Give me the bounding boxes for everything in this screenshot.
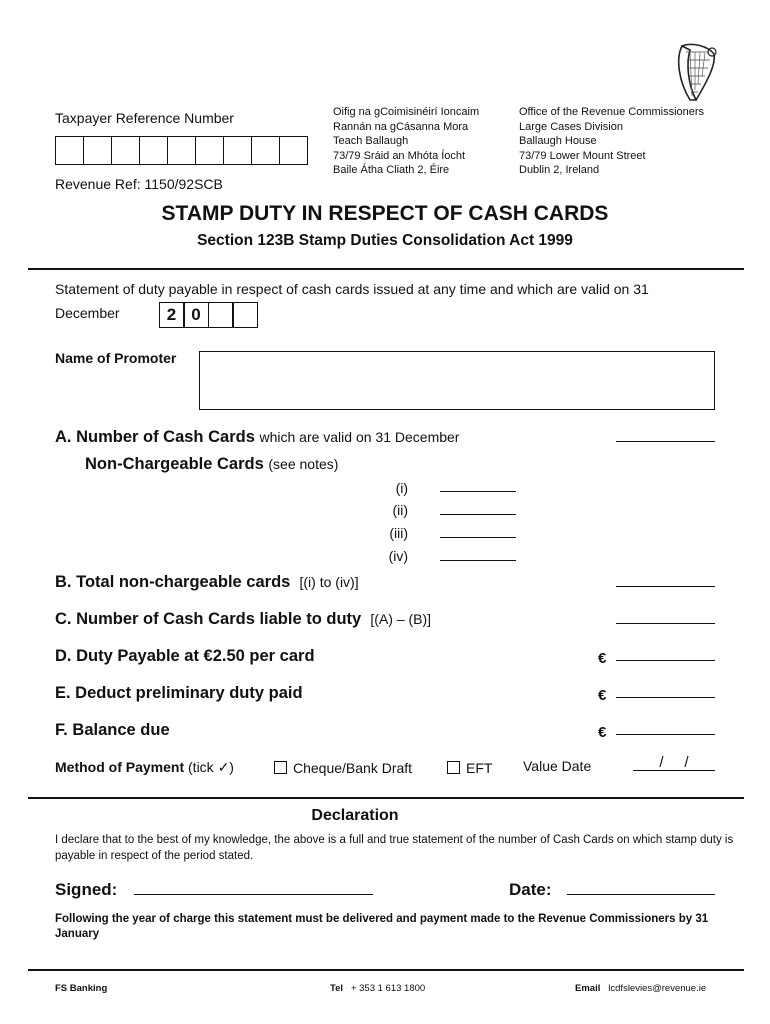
section-b-label — [55, 573, 359, 592]
section-a-desc: which are valid on 31 December — [259, 429, 460, 445]
form-subtitle: Section 123B Stamp Duties Consolidation Act 1999 — [197, 232, 573, 249]
address-line: Oifig na gCoimisinéirí Ioncaim — [333, 106, 480, 118]
payment-method-title: Method of Payment — [55, 759, 185, 775]
year-digit-box: 0 — [183, 302, 209, 328]
ref-digit-box[interactable] — [111, 136, 140, 165]
cheque-label: Cheque/Bank Draft — [293, 760, 413, 776]
payment-method-label — [55, 759, 234, 776]
ref-digit-box[interactable] — [167, 136, 196, 165]
year-digit-box[interactable] — [208, 302, 234, 328]
section-a-title: A. Number of Cash Cards — [55, 428, 255, 446]
declaration-text: I declare that to the best of my knowledge, the above is a full and true statement of the number of Cash Cards on which stamp duty is payable in respect of the period stated. — [55, 834, 734, 862]
cheque-checkbox[interactable] — [274, 761, 287, 774]
english-address — [519, 105, 704, 178]
address-line: 73/79 Lower Mount Street — [519, 149, 646, 162]
year-boxes[interactable] — [160, 302, 258, 328]
address-line: Ballaugh House — [519, 135, 597, 147]
value-date-label: Value Date — [523, 758, 592, 774]
ref-digit-box[interactable] — [195, 136, 224, 165]
eft-checkbox[interactable] — [447, 761, 460, 774]
revenue-ref: Revenue Ref: 1150/92SCB — [55, 176, 223, 192]
year-digit-box[interactable] — [232, 302, 258, 328]
ref-digit-box[interactable] — [223, 136, 252, 165]
footer-tel-label: Tel — [330, 983, 344, 994]
signed-label: Signed: — [55, 880, 118, 899]
non-chargeable-title: Non-Chargeable Cards — [85, 455, 264, 473]
ref-digit-box[interactable] — [55, 136, 84, 165]
address-line: 73/79 Sráid an Mhóta Íocht — [333, 149, 466, 162]
section-f-field[interactable] — [616, 734, 715, 735]
footer-email — [575, 983, 706, 994]
footer-tel-number: + 353 1 613 1800 — [350, 983, 426, 994]
section-a-field[interactable] — [616, 441, 715, 442]
footer-tel — [330, 983, 425, 994]
section-b-title: B. Total non-chargeable cards — [55, 573, 291, 591]
address-line: Office of the Revenue Commissioners — [519, 106, 705, 118]
ref-digit-box[interactable] — [83, 136, 112, 165]
ref-digit-box[interactable] — [139, 136, 168, 165]
address-line: Teach Ballaugh — [333, 135, 409, 147]
section-c-desc: [(A) – (B)] — [370, 611, 432, 627]
year-digit-box: 2 — [159, 302, 185, 328]
cheque-option[interactable] — [274, 760, 412, 776]
section-c-label — [55, 610, 431, 629]
eft-option[interactable] — [447, 760, 492, 776]
section-c-field[interactable] — [616, 623, 715, 624]
section-divider — [28, 268, 744, 270]
section-c-title: C. Number of Cash Cards liable to duty — [55, 610, 362, 628]
section-divider — [28, 797, 744, 799]
address-line: Baile Átha Cliath 2, Éire — [333, 164, 450, 176]
section-e-euro: € — [598, 687, 607, 704]
footer-email-address[interactable]: lcdfslevies@revenue.ie — [608, 983, 707, 994]
date-label: Date: — [509, 880, 552, 899]
address-line: Rannán na gCásanna Mora — [333, 120, 469, 133]
address-line: Large Cases Division — [519, 120, 623, 133]
delivery-notice: Following the year of charge this statement must be delivered and payment made to the Revenue Commissioners by 31 January — [55, 913, 709, 940]
section-e-field[interactable] — [616, 697, 715, 698]
date-field[interactable] — [567, 894, 715, 895]
declaration-heading: Declaration — [311, 807, 399, 824]
december-label: December — [55, 305, 120, 321]
section-d-euro: € — [598, 650, 607, 667]
ref-digit-box[interactable] — [279, 136, 308, 165]
statement-text: Statement of duty payable in respect of cash cards issued at any time and which are valid on 31 — [55, 281, 649, 297]
value-date-field[interactable]: / / — [633, 754, 715, 771]
section-b-desc: [(i) to (iv)] — [299, 574, 359, 590]
taxpayer-ref-label: Taxpayer Reference Number — [55, 110, 234, 126]
roman-ii: (ii) — [392, 502, 408, 518]
promoter-label: Name of Promoter — [55, 350, 177, 366]
roman-iv-field[interactable] — [440, 560, 516, 561]
section-d-label: D. Duty Payable at €2.50 per card — [55, 647, 315, 665]
signature-field[interactable] — [134, 894, 373, 895]
footer-divider — [28, 969, 744, 971]
section-a-label — [55, 428, 459, 447]
section-e-label: E. Deduct preliminary duty paid — [55, 684, 303, 702]
eft-label: EFT — [466, 760, 493, 776]
roman-i: (i) — [395, 480, 408, 496]
footer-email-label: Email — [575, 983, 601, 994]
address-line: Dublin 2, Ireland — [519, 164, 600, 176]
taxpayer-ref-boxes[interactable] — [56, 136, 308, 165]
roman-ii-field[interactable] — [440, 514, 516, 515]
irish-address — [333, 105, 479, 178]
ref-digit-box[interactable] — [251, 136, 280, 165]
harp-crest-icon — [672, 40, 722, 104]
section-f-euro: € — [598, 724, 607, 741]
section-b-field[interactable] — [616, 586, 715, 587]
non-chargeable-label — [85, 455, 338, 474]
footer-department: FS Banking — [55, 983, 108, 994]
roman-i-field[interactable] — [440, 491, 516, 492]
roman-iv: (iv) — [388, 548, 408, 564]
roman-iii: (iii) — [389, 525, 408, 541]
roman-iii-field[interactable] — [440, 537, 516, 538]
non-chargeable-note: (see notes) — [268, 456, 339, 472]
promoter-name-field[interactable] — [199, 351, 715, 410]
section-f-label: F. Balance due — [55, 721, 170, 739]
payment-tick-hint: (tick ✓) — [188, 759, 234, 775]
section-d-field[interactable] — [616, 660, 715, 661]
form-title: STAMP DUTY IN RESPECT OF CASH CARDS — [161, 202, 609, 225]
